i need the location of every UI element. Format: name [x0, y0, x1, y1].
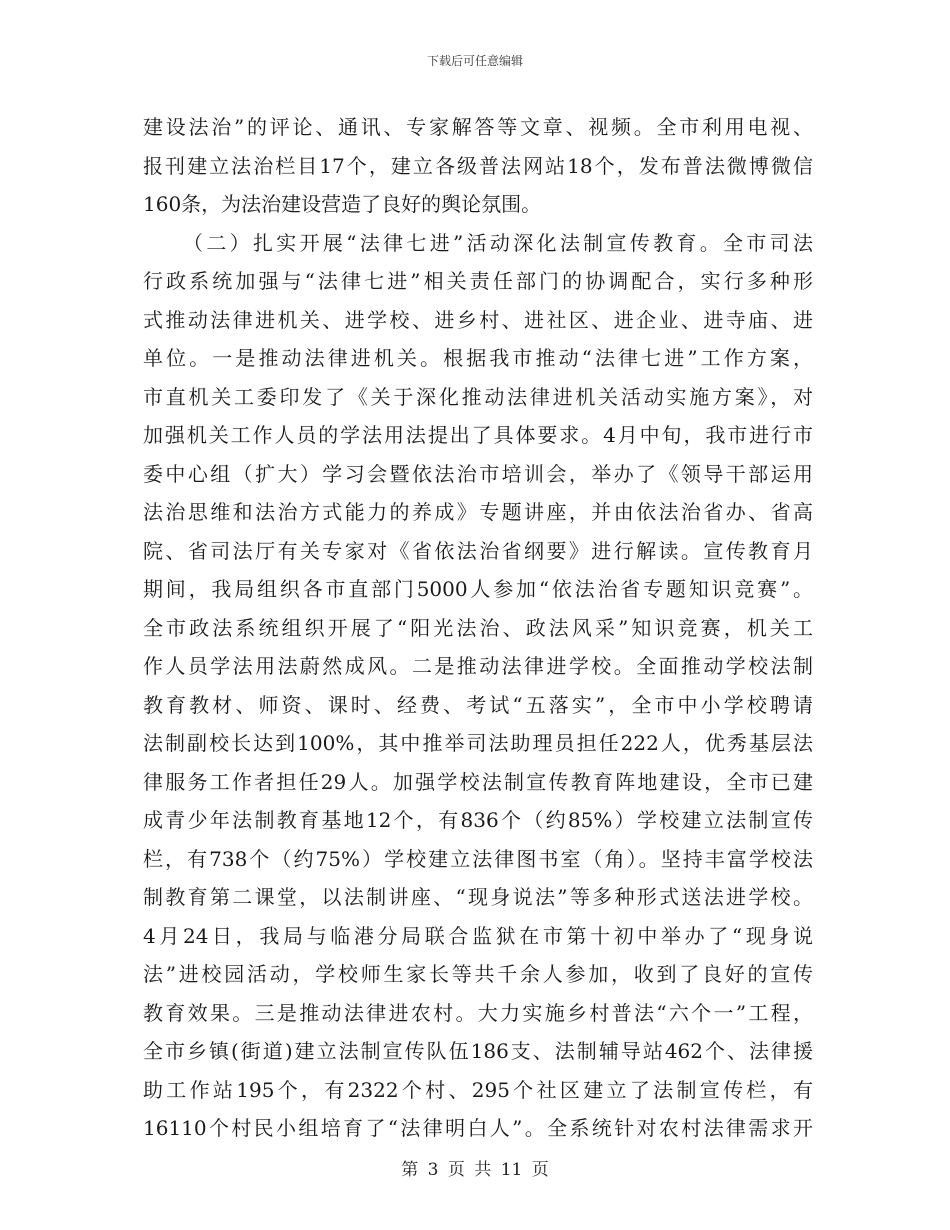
text-line: 市直机关工委印发了《关于深化推动法律进机关活动实施方案》，对 [143, 384, 813, 409]
text-line: 栏，有738个（约75%）学校建立法律图书室（角）。坚持丰富学校法 [143, 846, 813, 871]
text-line: 助工作站195个，有2322个村、295个社区建立了法制宣传栏，有 [143, 1077, 813, 1102]
text-line: 行政系统加强与“法律七进”相关责任部门的协调配合，实行多种形 [143, 269, 813, 293]
text-line: 4月24日，我局与临港分局联合监狱在市第十初中举办了“现身说 [143, 923, 813, 948]
text-line: 全市乡镇(街道)建立法制宣传队伍186支、法制辅导站462个、法律援 [143, 1039, 813, 1063]
text-line: 建设法治”的评论、通讯、专家解答等文章、视频。全市利用电视、 [143, 115, 813, 139]
text-line: 教育效果。三是推动法律进农村。大力实施乡村普法“六个一”工程， [143, 1000, 813, 1025]
document-body [143, 108, 813, 1148]
text-line-paragraph-start: （二）扎实开展“法律七进”活动深化法制宣传教育。全市司法 [183, 230, 813, 255]
text-line: 法”进校园活动，学校师生家长等共千余人参加，收到了良好的宣传 [143, 962, 813, 986]
text-line: 加强机关工作人员的学法用法提出了具体要求。4月中旬，我市进行市 [143, 423, 813, 447]
text-line: 160条，为法治建设营造了良好的舆论氛围。 [143, 192, 542, 216]
text-line: 法制副校长达到100%，其中推举司法助理员担任222人，优秀基层法 [143, 731, 813, 755]
text-line: 成青少年法制教育基地12个，有836个（约85%）学校建立法制宣传 [143, 808, 813, 832]
text-line: 16110个村民小组培育了“法律明白人”。全系统针对农村法律需求开 [143, 1116, 813, 1140]
text-line: 委中心组（扩大）学习会暨依法治市培训会，举办了《领导干部运用 [143, 461, 813, 486]
text-line: 报刊建立法治栏目17个，建立各级普法网站18个，发布普法微博微信 [143, 153, 813, 178]
text-line: 院、省司法厅有关专家对《省依法治省纲要》进行解读。宣传教育月 [143, 538, 813, 563]
text-line: 全市政法系统组织开展了“阳光法治、政法风采”知识竞赛，机关工 [143, 615, 813, 640]
page-number-footer: 第 3 页 共 11 页 [401, 1160, 549, 1180]
text-line: 教育教材、师资、课时、经费、考试“五落实”，全市中小学校聘请 [143, 692, 813, 717]
text-line: 期间，我局组织各市直部门5000人参加“依法治省专题知识竞赛”。 [143, 577, 813, 601]
text-line: 作人员学法用法蔚然成风。二是推动法律进学校。全面推动学校法制 [143, 654, 813, 678]
text-line: 单位。一是推动法律进机关。根据我市推动“法律七进”工作方案， [143, 346, 813, 370]
text-line: 律服务工作者担任29人。加强学校法制宣传教育阵地建设，全市已建 [143, 769, 813, 794]
text-line: 式推动法律进机关、进学校、进乡村、进社区、进企业、进寺庙、进 [143, 307, 813, 332]
text-line: 制教育第二课堂，以法制讲座、“现身说法”等多种形式送法进学校。 [143, 885, 813, 909]
text-line: 法治思维和法治方式能力的养成》专题讲座，并由依法治省办、省高 [143, 500, 813, 524]
page-header-note: 下载后可任意编辑 [426, 54, 523, 68]
